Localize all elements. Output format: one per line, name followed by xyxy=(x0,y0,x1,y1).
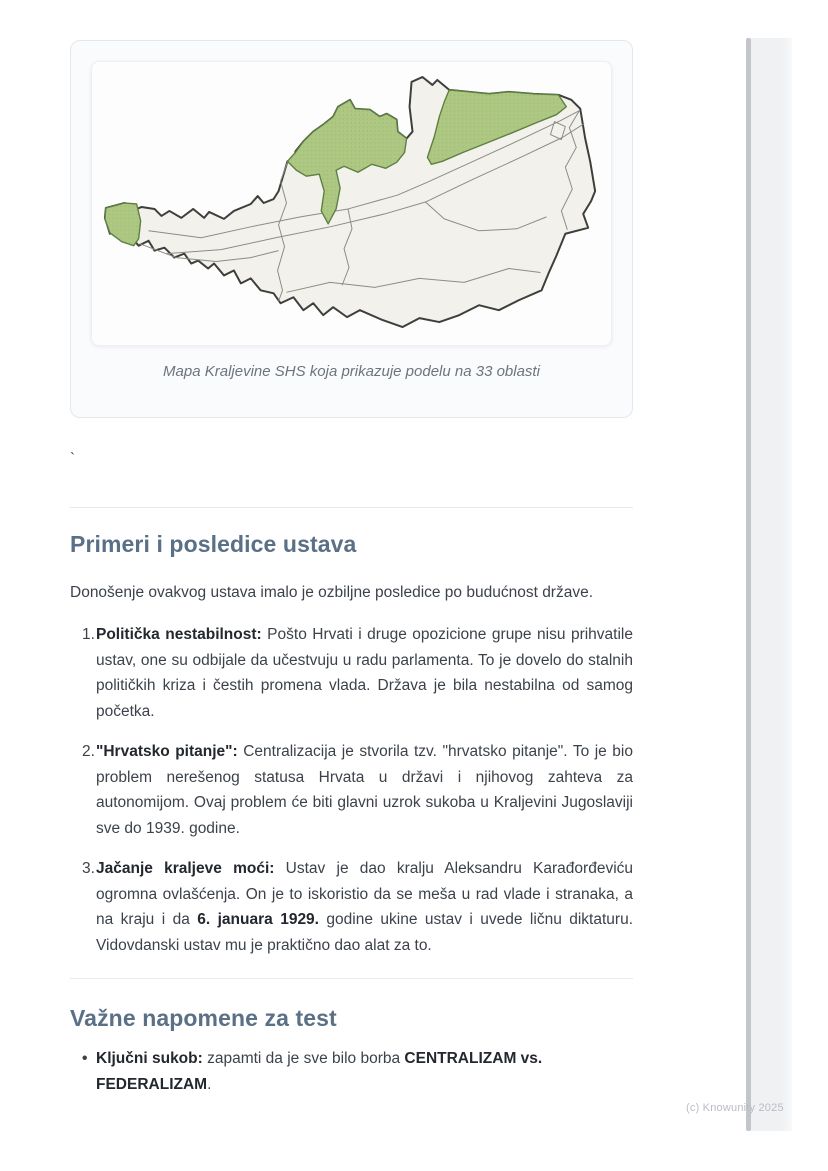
list-item-text: Ključni sukob: zapamti da je sve bilo borba CENTRALIZAM vs. FEDERALIZAM. xyxy=(96,1050,543,1093)
scrollbar-track[interactable] xyxy=(751,38,792,1131)
list-item xyxy=(70,739,633,841)
map-panel xyxy=(91,61,612,346)
scrollbar[interactable] xyxy=(746,38,792,1131)
list-item-number: 2. xyxy=(82,743,95,760)
list-item-number: 1. xyxy=(82,626,95,643)
section-heading-posledice: Primeri i posledice ustava xyxy=(70,531,357,557)
consequences-list xyxy=(70,622,633,973)
list-item xyxy=(70,1046,633,1097)
intro-paragraph: Donošenje ovakvog ustava imalo je ozbiljne posledice po budućnost države. xyxy=(70,584,594,601)
list-item xyxy=(70,622,633,724)
figure-caption: Mapa Kraljevine SHS koja prikazuje podelu na 33 oblasti xyxy=(163,363,540,380)
section-heading-napomene: Važne napomene za test xyxy=(70,1005,337,1031)
list-item-number: 3. xyxy=(82,860,95,877)
figure-card xyxy=(70,40,633,418)
divider xyxy=(70,978,633,979)
bullet-marker: • xyxy=(82,1050,88,1067)
list-item-text: "Hrvatsko pitanje": Centralizacija je stvorila tzv. "hrvatsko pitanje". To je bio problem nerešenog statusa Hrvata u državi i njihovog zahteva za autonomijom. Ovaj problem će biti glavni uzrok sukoba u Kraljevini Jugoslaviji sve do 1939. godine. xyxy=(96,743,633,837)
austria-oblast-map-image xyxy=(92,62,611,345)
list-item-text: Politička nestabilnost: Pošto Hrvati i druge opozicione grupe nisu prihvatile ustav, one su odbijale da učestvuju u radu parlamenta. To je dovelo do stalnih političkih kriza i čestih promena vlada. Država je bila nestabilna od samog početka. xyxy=(96,626,633,720)
divider xyxy=(70,507,633,508)
notes-list xyxy=(70,1046,633,1112)
copyright-note: (c) Knowunity 2025 xyxy=(686,1102,784,1114)
list-item-text: Jačanje kraljeve moći: Ustav je dao kralju Aleksandru Karađorđeviću ogromna ovlašćenja. On je to iskoristio da se meša u rad vlade i stranaka, a na kraju i da 6. januara 1929. godine ukine ustav i uvede ličnu diktaturu. Vidovdanski ustav mu je praktično dao alat za to. xyxy=(96,860,634,954)
stray-backtick: ` xyxy=(70,450,75,467)
list-item xyxy=(70,856,633,958)
